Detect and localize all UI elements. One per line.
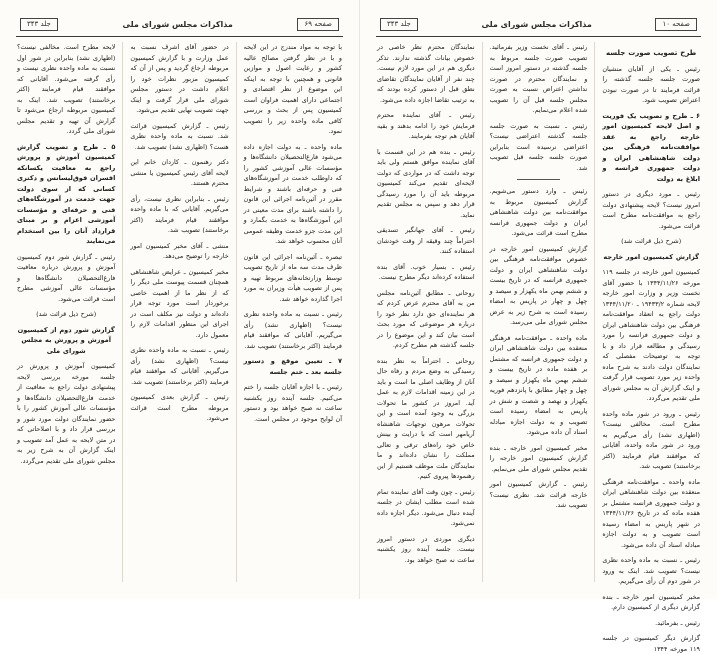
- paragraph: ماده واحده ـ موافقت‌نامه فرهنگی منعقده بین دولت شاهنشاهی ایران و دولت جمهوری فرانسه که مشتمل بر هفده ماده در تاریخ بیست و ششم بهمن ماه یکهزار و سیصد و چهل و چهار مطابق با پانزدهم فوریه یکهزار و نهصد و شصت و شش در پاریس به امضاء رسیده است تصویب و به دولت اجازه مبادله اسناد آن داده می‌شود.: [489, 333, 588, 436]
- page-right: [359, 0, 717, 653]
- paragraph: رئیس ـ آقای نماینده محترم فرمایش خود را ادامه بدهند و بقیه آقایان هم توجه بفرمایند.: [376, 111, 475, 140]
- paragraph: رئیس ـ آقای نخست وزیر بفرمائید. تصویب صورت جلسه مربوط به جلسه گذشته در دستور امروز است و نمایندگان محترم در صورت نداشتن اعتراض نسبت به صورت مجلس جلسه قبل آن را تصویب شده اعلام می‌نمایم.: [489, 43, 588, 114]
- page-left-columns: [10, 42, 349, 582]
- paragraph: رئیس ـ بسیار خوب. آقای بنده استفاده کرده‌اند دیگر مطرح نیست.: [376, 262, 475, 281]
- paragraph: دکتر رهنمون ـ کاردان خانم این لایحه آقای رئیس کمیسیون یا منشی محترم هستند.: [130, 158, 229, 187]
- paragraph: رئیس ـ گزارش شور دوم کمیسیون آموزش و پرورش درباره معافیت فارغ‌التحصیلان دانشگاه‌ها و مؤسسات عالی آموزشی مطرح است قرائت می‌شود.: [17, 252, 116, 303]
- paragraph: نمایندگان محترم نظر خاصی در خصوص بیانات گذشته ندارند. تذکر دیگری هم در این مورد لازم نیست. چند نفر از آقایان نمایندگان تقاضای نطق قبل از دستور کرده بودند که به ترتیب تقاضا اجازه داده می‌شود.: [376, 43, 475, 104]
- paragraph: کمیسیون امور خارجه در جلسه ۱۱۹ مورخه ۱۳۴۴/۱۱/۲۶ با حضور آقای نخست وزیر و وزارت امور خارجه لایحه شماره ۱۹۴۳۳/۲ ـ ۱۳۴۴/۱۱/۲۰ دولت راجع به انعقاد موافقت‌نامه فرهنگی بین دولت شاهنشاهی ایران و دولت جمهوری فرانسه را مورد رسیدگی و مطالعه قرار داد و با توجه به توضیحات مفصلی که نمایندگان دولت دادند به شرح ماده واحده زیر مورد تصویب قرار گرفت و اینک گزارش آن به مجلس شورای ملی تقدیم می‌گردد.: [602, 268, 701, 402]
- paragraph: رئیس ـ نسبت به ماده واحده نظری نیست؟ (اظهاری نشد) رأی می‌گیریم. آقایانی که موافقند قیام فرمایند (اکثر برخاستند) تصویب شد.: [243, 310, 342, 350]
- paragraph: لایحه مطرح است. مخالفی نیست؟ (اظهاری نشد) بنابراین در شور اول نسبت به ماده واحده نظری نیست و رأی گرفته می‌شود. آقایانی که موافقند قیام فرمایند (اکثر برخاستند) تصویب شد. اینک به کمیسیون مربوطه ارجاع می‌شود تا گزارش آن تهیه و تقدیم مجلس شورای ملی گردد.: [17, 43, 116, 135]
- paragraph: در حضور آقای اشرف نسبت به عمل وزارت و با گزارش کمیسیون مربوطه ارجاع گردید و پس از آن که کمیسیون مزبور نظرات خود را اعلام داشت در دستور مجلس شورای ملی قرار گرفت و اینک جهت تصویب نهایی تقدیم می‌شود.: [130, 43, 229, 114]
- page-left-column-1: [237, 42, 349, 582]
- page-right-volume: جلد ۳۴۳: [380, 18, 418, 31]
- page-right-title: مذاکرات مجلس شورای ملی: [481, 20, 592, 29]
- paragraph: رئیس ـ نسبت به ماده واحده نظری نیست؟ تصویب شد. اینک به ورود در شور دوم آن رأی می‌گیریم.: [602, 556, 700, 585]
- paragraph: گزارش دیگر کمیسیون در جلسه ۱۱۹ مورخه ۱۳۴۴: [602, 634, 700, 653]
- paragraph: با توجه به مواد مندرج در این لایحه و با در نظر گرفتن مصالح عالیه کشور و رعایت اصول و موازین قانونی و همچنین با توجه به اینکه این موضوع از نظر اقتصادی و اجتماعی دارای اهمیت فراوان است کمیسیون پس از بحث و بررسی کافی ماده واحده زیر را تصویب نمود.: [243, 43, 342, 135]
- paragraph: (شرح ذیل قرائت شد): [621, 237, 682, 245]
- paragraph: رئیس ـ گزارش کمیسیون امور خارجه قرائت شد. نظری نیست؟ تصویب شد.: [489, 480, 588, 509]
- page-right-header-rule: [376, 36, 701, 37]
- paragraph: ۶ ـ طرح و تصویب یک فوریت و اصل لایحه کمیسیون امور خارجه راجع به عقد موافقت‌نامه فرهنگی بین دولت شاهنشاهی ایران و دولت جمهوری فرانسه و ابلاغ به دولت: [602, 111, 700, 183]
- paragraph: رئیس ـ بنده هم در این قسمت با آقای نماینده موافق هستم ولی باید توجه داشت که در مواردی که دولت لایحه‌ای تقدیم می‌کند کمیسیون مربوطه باید آن را مورد رسیدگی قرار دهد و سپس به مجلس تقدیم نماید.: [376, 147, 475, 219]
- paragraph: رئیس ـ چون وقت آقای نماینده تمام شده است مطلب ایشان در جلسه آینده دنبال می‌شود. دیگر اجازه داده نمی‌شود.: [376, 487, 475, 527]
- paragraph: منشی ـ آقای مخبر کمیسیون امور خارجه را توضیح می‌دهد.: [130, 241, 229, 260]
- paragraph: روحانی ـ احتراماً به نظر بنده رسیدگی به وضع مردم و رفاه حال آنان از وظایف اصلی ما است و باید در این زمینه اقدامات لازم به عمل آید. امروز در کشور ما تحولات بزرگی به وجود آمده است و این تحولات مرهون توجهات شاهنشاه آریامهر است که با درایت و بینش خاص خود راه‌های ترقی و تعالی مملکت را نشان داده‌اند و ما نمایندگان ملت موظف هستیم از این رهنمودها پیروی کنیم.: [376, 356, 475, 480]
- paragraph: رئیس ـ گزارش کمیسیون قرائت شد. نسبت به ماده واحده نظری هست؟ (اظهاری نشد) تصویب شد.: [130, 121, 229, 151]
- paragraph: (شرح ذیل قرائت شد): [36, 310, 97, 318]
- page-left-column-2: [123, 42, 236, 582]
- paragraph: گزارش کمیسیون امور خارجه: [603, 252, 699, 261]
- section-heading: طرح تصویب صورت جلسه: [606, 49, 697, 57]
- paragraph: مخبر کمیسیون امور خارجه ـ بنده گزارش دیگری از کمیسیون دارم.: [602, 592, 700, 611]
- page-right-column-1: [595, 42, 707, 653]
- page-left-title: مذاکرات مجلس شورای ملی: [122, 20, 233, 29]
- page-right-page-number: صفحه ۱۰: [655, 18, 697, 31]
- paragraph: ماده واحده ـ به دولت اجازه داده می‌شود فارغ‌التحصیلان دانشگاه‌ها و مؤسسات عالی آموزشی کشور را که داوطلب خدمت در آموزشگاه‌های فنی و حرفه‌ای باشند و شرایط مقرر در آئین‌نامه اجرائی این قانون را داشته باشند برای مدت معینی در این آموزشگاه‌ها به خدمت بگمارد و این مدت جزو خدمت وظیفه عمومی آنان محسوب خواهد شد.: [243, 142, 342, 245]
- paragraph: ماده واحده ـ موافقت‌نامه فرهنگی منعقده بین دولت شاهنشاهی ایران و دولت جمهوری فرانسه مشتمل بر هفده ماده که در تاریخ ۱۳۴۴/۱۱/۲۶ در شهر پاریس به امضاء رسیده است تصویب و به دولت اجازه مبادله اسناد آن داده می‌شود.: [602, 477, 700, 549]
- paragraph: مخبر کمیسیون امور خارجه ـ بنده گزارش کمیسیون امور خارجه را تقدیم مجلس شورای ملی می‌نمایم.: [489, 443, 588, 473]
- page-left-header-rule: [16, 36, 343, 37]
- paragraph: رئیس ـ با اجازه آقایان جلسه را ختم می‌کنیم. جلسه آینده روز یکشنبه ساعت نه صبح خواهد بود و دستور آن لوایح موجود در مجلس است.: [243, 383, 342, 423]
- paragraph: ۵ ـ طرح و تصویب گزارش کمیسیون آموزش و پرورش راجع به معافیت یکسانکه افسران فوق‌لیسانس و دکتری کسانی که از سوی دولت جهت خدمت در آموزشگاه‌های فنی و حرفه‌ای و مؤسسات آموزشی اعزام و بر مبنای قرارداد آنان را بین استخدام می‌نمایند: [17, 142, 116, 245]
- page-left: [0, 0, 359, 599]
- paragraph: رئیس ـ گزارش بعدی کمیسیون مربوطه مطرح است قرائت می‌شود.: [130, 393, 229, 422]
- page-right-columns: [370, 42, 707, 653]
- paragraph: رئیس ـ ورود در شور ماده واحده مطرح است. مخالفی نیست؟ (اظهاری نشد) رأی می‌گیریم به ورود در شور ماده واحده، آقایانی که موافقند قیام فرمایند (اکثر برخاستند) تصویب شد.: [602, 409, 700, 470]
- paragraph: رئیس ـ مورد دیگری در دستور امروز نیست؟ لایحه پیشنهادی دولت راجع به موافقت‌نامه مطرح است قرائت می‌شود.: [602, 190, 700, 230]
- page-left-header: [10, 18, 349, 34]
- paragraph: رئیس ـ یکی از آقایان منشیان صورت جلسه جلسه گذشته را قرائت فرمایند تا در صورت نبودن اعتراض تصویب شود.: [602, 64, 700, 104]
- page-left-volume: جلد ۳۴۳: [20, 18, 58, 31]
- paragraph: کمیسیون آموزش و پرورش در جلسه مورخه بررسی لایحه پیشنهادی دولت راجع به معافیت از خدمت فارغ‌التحصیلان دانشگاه‌ها و مؤسسات عالی آموزش کشور را با حضور نمایندگان دولت مورد شور و بررسی قرار داد و با اصلاحاتی که در متن لایحه به عمل آمد تصویب و اینک گزارش آن به شرح زیر به مجلس شورای ملی تقدیم می‌گردد.: [17, 362, 116, 465]
- paragraph: تبصره ـ آئین‌نامه اجرائی این قانون ظرف مدت سه ماه از تاریخ تصویب توسط وزارتخانه‌های مربوط تهیه و پس از تصویب هیأت وزیران به مورد اجرا گذارده خواهد شد.: [243, 252, 342, 303]
- paragraph: رئیس ـ نسبت به ماده واحده نظری نیست؟ (اظهاری نشد) رأی می‌گیریم. آقایانی که موافقند قیام فرمایند (اکثر برخاستند) تصویب شد.: [130, 346, 229, 386]
- paragraph: گزارش شور دوم از کمیسیون آموزش و پرورش به مجلس شورای ملی: [17, 325, 115, 355]
- page-right-column-2: [483, 42, 596, 582]
- paragraph: روحانی ـ مطابق آئین‌نامه مجلس من به آقای محترم عرض کردم که هر نماینده‌ای حق دارد نظر خود را درباره هر موضوعی که مورد بحث است بیان کند و این موضوع را در جلسه گذشته هم مطرح کردم.: [376, 288, 475, 349]
- paragraph: دیگری موردی در دستور امروز نیست. جلسه آینده روز یکشنبه ساعت نه صبح خواهد بود.: [376, 534, 475, 564]
- paragraph: رئیس ـ آقای جهانگیر تسدیقی احتراماً چند وقیقه از وقت خودشان استفاده کنند.: [376, 226, 475, 255]
- paragraph: مخبر کمیسیون ـ عرایض شاهنشاهی همچنان قسمت پیوست ملی دیگر را که از نظر ما از اهمیت خاصی برخوردار است مورد توجه قرار داده‌اند و دولت نیز مکلف است در اجرای این منظور اقدامات لازم را معمول دارد.: [130, 267, 229, 339]
- section-divider: [517, 179, 561, 180]
- page-right-column-3: [370, 42, 483, 582]
- page-left-column-3: [10, 42, 123, 582]
- paragraph: رئیس ـ نسبت به صورت جلسه جلسه گذشته اعتراضی نیست؟ اعتراضی نرسیده است بنابراین صورت جلسه جلسه قبل تصویب شد.: [489, 121, 588, 172]
- paragraph: رئیس ـ بفرمائید.: [655, 618, 700, 627]
- page-right-header: [370, 18, 707, 34]
- paragraph: گزارش کمیسیون امور خارجه در خصوص موافقت‌نامه فرهنگی بین دولت شاهنشاهی ایران و دولت جمهوری فرانسه که در تاریخ بیست و ششم بهمن ماه یکهزار و سیصد و چهل و چهار در پاریس به امضاء رسیده است به شرح زیر به عرض مجلس شورای ملی می‌رسد.: [489, 244, 588, 326]
- page-left-page-number: صفحه ۶۹: [297, 18, 339, 31]
- paragraph: رئیس ـ بنابراین نظری نیست، رأی می‌گیریم. آقایانی که با ماده واحده موافقند قیام فرمایند (اکثر برخاستند) تصویب شد.: [130, 194, 229, 234]
- paragraph: ۷ ـ تعیین موقع و دستور جلسه بعد ـ ختم جلسه: [243, 357, 342, 376]
- paragraph: رئیس ـ وارد دستور می‌شویم. گزارش کمیسیون مربوط به موافقت‌نامه بین دولت شاهنشاهی ایران و دولت جمهوری فرانسه مطرح است قرائت می‌شود.: [489, 187, 588, 237]
